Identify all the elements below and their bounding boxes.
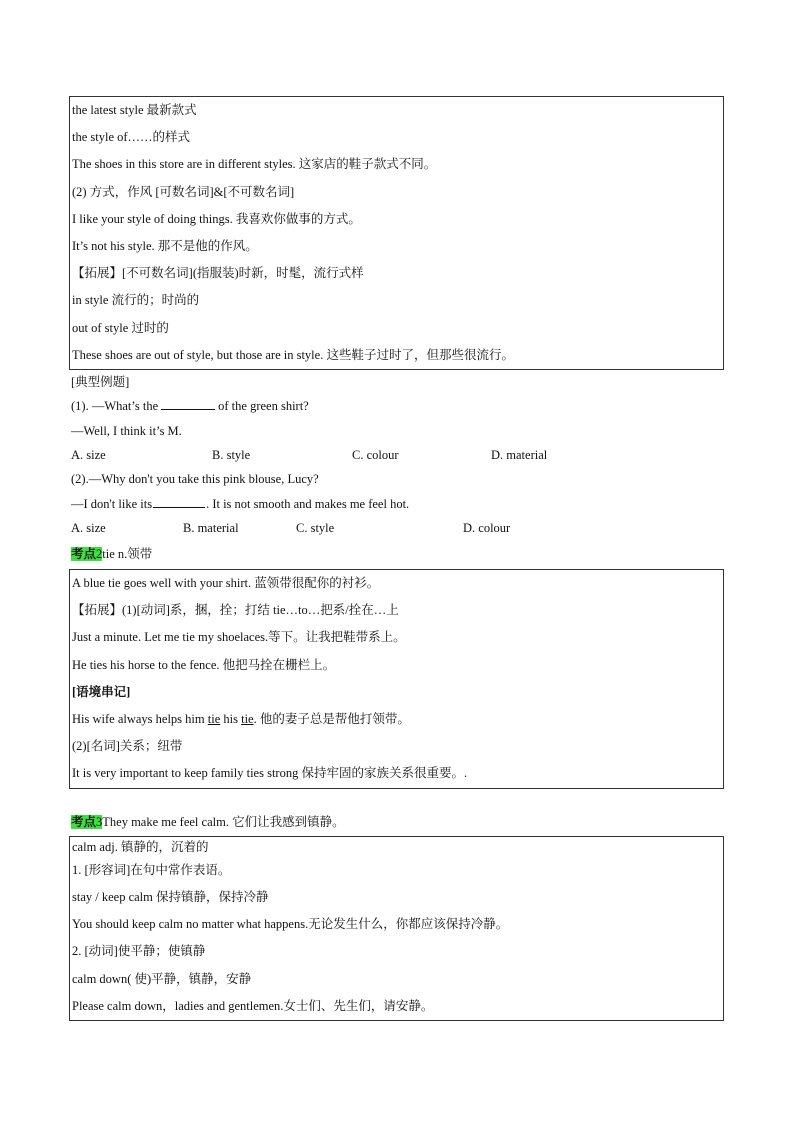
underlined-word: tie [241, 711, 254, 726]
point-title: They make me feel calm. 它们让我感到镇静。 [102, 814, 345, 829]
question-2-suffix: . It is not smooth and makes me feel hot. [206, 496, 410, 511]
underlined-word: tie [207, 711, 221, 726]
note-line: out of style 过时的 [72, 320, 169, 335]
style-notes-box [69, 96, 724, 370]
point-number: 2 [96, 546, 103, 561]
note-line: 【拓展】(1)[动词]系，捆，拴；打结 tie…to…把系/拴在…上 [72, 603, 399, 618]
context-memo-label: [语境串记] [72, 684, 131, 699]
note-line: (2)[名词]关系；纽带 [72, 739, 183, 754]
note-line: in style 流行的；时尚的 [72, 293, 200, 308]
answer-blank [153, 495, 205, 508]
point-number: 3 [96, 814, 103, 829]
sentence-part: his [220, 711, 242, 726]
question-1-suffix: of the green shirt? [218, 399, 309, 414]
question-1-options [69, 443, 724, 467]
note-line: I like your style of doing things. 我喜欢你做事的方式。 [72, 211, 361, 226]
note-line [72, 706, 721, 733]
option-b: B. style [212, 448, 251, 463]
question-2: (2).—Why don't you take this pink blouse, Lucy? [71, 472, 319, 487]
question-2-prefix: —I don't like its [71, 496, 153, 511]
answer-blank [161, 397, 215, 410]
question-2-options [69, 516, 724, 540]
option-a: A. size [71, 521, 106, 536]
note-line: Please calm down，ladies and gentlemen.女士们、先生们，请安静。 [72, 998, 434, 1013]
note-line: You should keep calm no matter what happens.无论发生什么，你都应该保持冷静。 [72, 917, 509, 932]
note-line: the latest style 最新款式 [72, 103, 197, 117]
note-line: Just a minute. Let me tie my shoelaces.等下。让我把鞋带系上。 [72, 630, 406, 645]
sentence-part: His wife always helps him [72, 711, 208, 726]
document-page [69, 96, 724, 1021]
option-a: A. size [71, 448, 106, 463]
examples-heading: [典型例题] [71, 374, 130, 389]
sentence-part: . 他的妻子总是帮他打领带。 [253, 711, 410, 726]
note-line: A blue tie goes well with your shirt. 蓝领带很配你的衬衫。 [72, 576, 380, 590]
note-line: 【拓展】[不可数名词](指服装)时新，时髦，流行式样 [72, 266, 364, 281]
question-1 [69, 394, 724, 418]
note-line: stay / keep calm 保持镇静，保持冷静 [72, 890, 269, 905]
question-1-prefix: (1). —What’s the [71, 399, 159, 414]
note-line: He ties his horse to the fence. 他把马拴在栅栏上。 [72, 657, 336, 672]
option-d: D. material [491, 448, 548, 463]
point-badge: 考点 [71, 814, 97, 829]
note-line: calm down( 使)平静，镇静，安静 [72, 971, 252, 986]
note-line: 1. [形容词]在句中常作表语。 [72, 862, 231, 877]
typical-examples [69, 370, 724, 541]
note-line: These shoes are out of style, but those are in style. 这些鞋子过时了，但那些很流行。 [72, 347, 514, 362]
point-2-heading [69, 542, 724, 566]
note-line: 2. [动词]使平静；使镇静 [72, 944, 206, 959]
point-title: tie n.领带 [102, 546, 153, 561]
option-b: B. material [183, 521, 239, 536]
note-line: It is very important to keep family ties strong 保持牢固的家族关系很重要。. [72, 766, 468, 781]
calm-notes-box [69, 836, 724, 1021]
question-2-reply [69, 492, 724, 516]
option-d: D. colour [463, 521, 511, 536]
note-line: (2) 方式，作风 [可数名词]&[不可数名词] [72, 184, 295, 199]
option-c: C. style [296, 521, 335, 536]
point-3-heading [69, 810, 724, 834]
option-c: C. colour [352, 448, 399, 463]
note-line: the style of……的样式 [72, 130, 191, 145]
note-line: calm adj. 镇静的，沉着的 [72, 839, 209, 854]
point-badge: 考点 [71, 546, 97, 561]
note-line: It’s not his style. 那不是他的作风。 [72, 238, 258, 253]
question-1-reply: —Well, I think it’s M. [71, 423, 182, 438]
tie-notes-box [69, 569, 724, 789]
note-line: The shoes in this store are in different styles. 这家店的鞋子款式不同。 [72, 157, 437, 172]
